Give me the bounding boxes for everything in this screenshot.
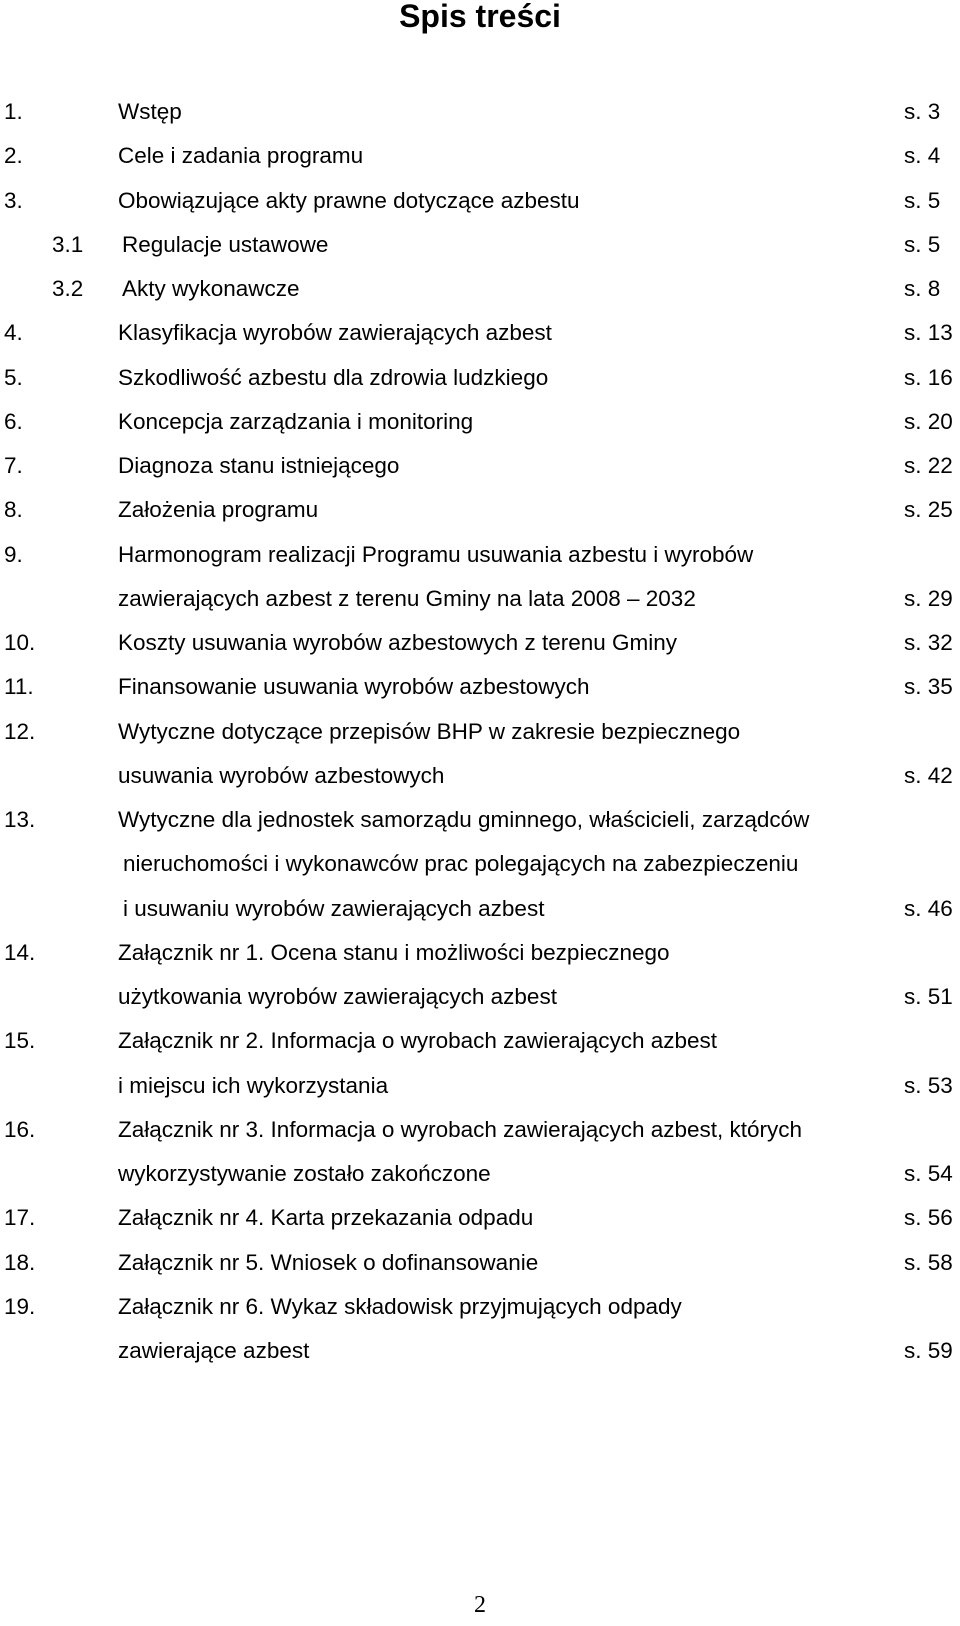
toc-entry <box>0 754 960 798</box>
toc-entry-title: Cele i zadania programu <box>118 143 364 169</box>
toc-entry-page: s. 35 <box>904 674 953 700</box>
toc-entry <box>0 267 960 311</box>
toc-entry-page: s. 5 <box>904 187 941 213</box>
toc-entry <box>0 1019 960 1063</box>
toc-entry <box>0 887 960 931</box>
toc-entry-page: s. 56 <box>904 1205 953 1231</box>
toc-entry-page: s. 22 <box>904 453 953 478</box>
toc-entry-title: i miejscu ich wykorzystania <box>118 1072 389 1098</box>
toc-entry-page: s. 53 <box>904 1072 953 1098</box>
toc-entry-number: 10. <box>4 630 36 655</box>
toc-entry-title: wykorzystywanie zostało zakończone <box>118 1161 491 1186</box>
toc-entry-page: s. 3 <box>904 99 941 124</box>
toc-entry-number: 19. <box>4 1293 36 1319</box>
toc-entry <box>0 842 960 886</box>
toc-entry-number: 16. <box>4 1116 36 1142</box>
toc-entry-title: Załącznik nr 1. Ocena stanu i możliwości bezpiecznego <box>118 939 670 965</box>
toc-entry <box>0 975 960 1019</box>
toc-entry-title: Załącznik nr 4. Karta przekazania odpadu <box>118 1205 534 1231</box>
toc-entry <box>0 90 960 134</box>
toc-entry <box>0 1152 960 1196</box>
toc-entry-title: Założenia programu <box>118 497 319 523</box>
toc-entry-number: 2. <box>4 143 23 169</box>
toc-entry-number: 9. <box>4 541 23 567</box>
toc-entry-page: s. 58 <box>904 1249 953 1275</box>
toc-entry-page: s. 20 <box>904 408 953 434</box>
toc-entry-page: s. 8 <box>904 276 941 301</box>
toc-entry-title: zawierające azbest <box>118 1338 310 1363</box>
toc-entry-title: Koncepcja zarządzania i monitoring <box>118 408 474 434</box>
toc-entry-title: Obowiązujące akty prawne dotyczące azbestu <box>118 187 580 213</box>
toc-entry <box>0 1241 960 1285</box>
toc-entry-number: 11. <box>4 674 34 700</box>
toc-entry-page: s. 16 <box>904 364 953 390</box>
toc-entry-title: Harmonogram realizacji Programu usuwania azbestu i wyrobów <box>118 541 754 567</box>
toc-entry <box>0 134 960 178</box>
toc-entry-page: s. 5 <box>904 231 941 257</box>
toc-entry-number: 3.1 <box>52 231 84 257</box>
toc-entry-title: Załącznik nr 3. Informacja o wyrobach zawierających azbest, których <box>118 1116 803 1142</box>
toc-entry-title: Wytyczne dotyczące przepisów BHP w zakresie bezpiecznego <box>118 718 741 744</box>
toc-entry-number: 15. <box>4 1028 36 1054</box>
toc-entry <box>0 1329 960 1373</box>
toc-entry <box>0 931 960 975</box>
toc-entry-title: Załącznik nr 5. Wniosek o dofinansowanie <box>118 1249 539 1275</box>
toc-entry <box>0 533 960 577</box>
toc-entry <box>0 1064 960 1108</box>
toc-entry-number: 3. <box>4 187 23 213</box>
toc-entry-title: usuwania wyrobów azbestowych <box>118 762 445 788</box>
toc-entry <box>0 488 960 532</box>
toc-entry-number: 18. <box>4 1249 36 1275</box>
page-title: Spis treści <box>399 0 561 34</box>
toc-entry-number: 14. <box>4 939 36 965</box>
toc-entry-title: Załącznik nr 2. Informacja o wyrobach zawierających azbest <box>118 1028 718 1054</box>
toc-entry-number: 8. <box>4 497 23 523</box>
toc-entry <box>0 710 960 754</box>
toc-entry-page: s. 25 <box>904 497 953 523</box>
toc-entry <box>0 1108 960 1152</box>
toc-entry-number: 17. <box>4 1205 36 1231</box>
toc-entry <box>0 311 960 355</box>
toc-entry <box>0 577 960 621</box>
toc-entry-title: Wytyczne dla jednostek samorządu gminnego, właścicieli, zarządców <box>118 807 810 832</box>
toc-entry-page: s. 54 <box>904 1161 953 1186</box>
toc-entry-page: s. 42 <box>904 762 953 788</box>
toc-entry-number: 13. <box>4 807 36 832</box>
toc-entry-title: Klasyfikacja wyrobów zawierających azbest <box>118 320 552 346</box>
page-number: 2 <box>474 1592 486 1618</box>
toc-entry-title: Akty wykonawcze <box>122 276 300 301</box>
toc-entry-page: s. 29 <box>904 585 953 611</box>
toc-entry <box>0 1196 960 1240</box>
toc-entry-title: Koszty usuwania wyrobów azbestowych z terenu Gminy <box>118 630 677 655</box>
toc-entry-number: 6. <box>4 408 23 434</box>
toc-entry-title: Szkodliwość azbestu dla zdrowia ludzkiego <box>118 364 549 390</box>
toc-entry-page: s. 59 <box>904 1338 953 1363</box>
toc-entry-number: 3.2 <box>52 276 84 301</box>
toc-entry-page: s. 13 <box>904 320 953 346</box>
toc-entry <box>0 1285 960 1329</box>
toc-entry-page: s. 51 <box>904 984 953 1009</box>
toc-entry-page: s. 32 <box>904 630 953 655</box>
toc-entry <box>0 665 960 709</box>
toc-entry-title: Diagnoza stanu istniejącego <box>118 453 400 478</box>
toc-entry-page: s. 4 <box>904 143 941 169</box>
toc-entry-title: Finansowanie usuwania wyrobów azbestowych <box>118 674 590 700</box>
toc-entry <box>0 798 960 842</box>
toc-entry-title: zawierających azbest z terenu Gminy na lata 2008 – 2032 <box>118 585 696 611</box>
toc-entry <box>0 356 960 400</box>
toc-entry-number: 7. <box>4 453 23 478</box>
table-of-contents <box>0 90 960 1373</box>
toc-entry <box>0 223 960 267</box>
toc-entry-title: Załącznik nr 6. Wykaz składowisk przyjmujących odpady <box>118 1293 682 1319</box>
toc-entry-title: Regulacje ustawowe <box>122 231 329 257</box>
toc-entry-number: 5. <box>4 364 23 390</box>
toc-entry-number: 4. <box>4 320 23 346</box>
toc-entry-number: 12. <box>4 718 36 744</box>
toc-entry <box>0 179 960 223</box>
toc-entry-number: 1. <box>4 99 23 124</box>
toc-entry-title: i usuwaniu wyrobów zawierających azbest <box>123 895 545 921</box>
toc-entry <box>0 400 960 444</box>
toc-entry <box>0 444 960 488</box>
toc-entry-title: nieruchomości i wykonawców prac polegających na zabezpieczeniu <box>123 851 799 877</box>
toc-entry <box>0 621 960 665</box>
toc-entry-page: s. 46 <box>904 895 953 921</box>
toc-entry-title: użytkowania wyrobów zawierających azbest <box>118 984 557 1009</box>
toc-entry-title: Wstęp <box>118 99 182 124</box>
